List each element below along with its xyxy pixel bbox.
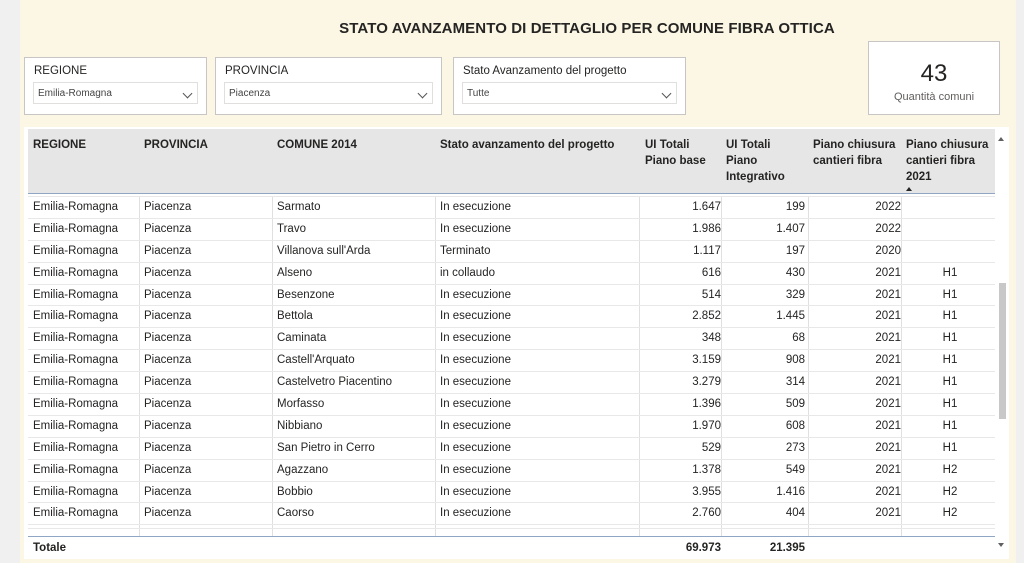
cell-provincia: Piacenza	[144, 507, 192, 520]
cell-comune: Castelvetro Piacentino	[277, 376, 393, 389]
cell-regione: Emilia-Romagna	[33, 201, 119, 213]
cell-ui-base: 348	[701, 332, 721, 345]
cell-provincia: Piacenza	[144, 398, 192, 411]
cell-ui-integrativo: 608	[785, 419, 805, 432]
cell-ui-base: 2.760	[692, 507, 721, 520]
cell-ui-integrativo: 314	[785, 376, 805, 389]
cell-piano: 2021	[875, 376, 901, 389]
cell-piano-2021	[905, 219, 995, 241]
detail-table	[24, 127, 1009, 559]
total-label: Totale	[33, 542, 67, 554]
window-frame-right	[1016, 0, 1024, 563]
cell-ui-base: 1.378	[692, 463, 721, 476]
table-row[interactable]	[28, 197, 995, 219]
cell-provincia: Piacenza	[144, 288, 192, 301]
cell-comune: Bettola	[277, 310, 313, 323]
cell-provincia: Piacenza	[144, 222, 192, 235]
cell-comune: San Pietro in Cerro	[277, 441, 375, 454]
cell-piano: 2021	[875, 266, 901, 279]
cell-stato: In esecuzione	[440, 398, 511, 411]
cell-ui-integrativo: 273	[785, 441, 805, 454]
cell-ui-integrativo: 329	[785, 288, 805, 301]
table-row[interactable]	[28, 241, 995, 263]
stato-slicer	[453, 57, 686, 115]
cell-regione: Emilia-Romagna	[33, 332, 119, 345]
regione-dropdown-value: Emilia-Romagna	[38, 88, 112, 99]
cell-ui-integrativo: 1.445	[776, 310, 805, 323]
cell-regione: Emilia-Romagna	[33, 398, 119, 411]
cell-regione: Emilia-Romagna	[33, 244, 119, 257]
cell-comune: Villanova sull'Arda	[277, 244, 371, 257]
total-ui-base: 69.973	[685, 542, 721, 554]
cell-ui-integrativo: 68	[792, 332, 805, 345]
cell-stato: In esecuzione	[440, 376, 511, 389]
cell-comune: Besenzone	[277, 288, 335, 301]
cell-regione: Emilia-Romagna	[33, 222, 119, 235]
cell-piano: 2021	[875, 310, 901, 323]
cell-piano-2021: H1	[942, 441, 958, 454]
cell-regione: Emilia-Romagna	[33, 288, 119, 301]
cell-piano: 2020	[875, 244, 901, 257]
table-row[interactable]	[28, 482, 995, 504]
cell-comune: Sarmato	[277, 201, 321, 213]
cell-piano: 2021	[875, 398, 901, 411]
table-row[interactable]	[28, 503, 995, 525]
table-row[interactable]	[28, 460, 995, 482]
cell-regione: Emilia-Romagna	[33, 376, 119, 389]
cell-comune: Caorso	[277, 507, 315, 520]
cell-ui-integrativo: 549	[785, 463, 805, 476]
regione-dropdown[interactable]	[33, 82, 198, 104]
cell-regione: Emilia-Romagna	[33, 354, 119, 367]
cell-regione: Emilia-Romagna	[33, 419, 119, 432]
cell-comune: Caminata	[277, 332, 327, 345]
cell-stato: In esecuzione	[440, 463, 511, 476]
cell-regione: Emilia-Romagna	[33, 310, 119, 323]
cell-ui-base: 2.852	[692, 310, 721, 323]
scroll-down-icon[interactable]	[998, 543, 1004, 547]
cell-provincia: Piacenza	[144, 441, 192, 454]
cell-comune: Bobbio	[277, 485, 313, 498]
stato-slicer-label: Stato Avanzamento del progetto	[463, 65, 627, 77]
cell-regione: Emilia-Romagna	[33, 266, 119, 279]
cell-ui-integrativo: 404	[785, 507, 805, 520]
cell-comune: Nibbiano	[277, 419, 323, 432]
table-row[interactable]	[28, 306, 995, 328]
table-row[interactable]	[28, 263, 995, 285]
cell-ui-base: 1.986	[692, 222, 721, 235]
table-row[interactable]	[28, 372, 995, 394]
cell-ui-base: 1.970	[692, 419, 721, 432]
cell-stato: In esecuzione	[440, 419, 511, 432]
cell-ui-integrativo: 509	[785, 398, 805, 411]
table-row[interactable]	[28, 394, 995, 416]
regione-slicer-label: REGIONE	[34, 65, 88, 77]
cell-comune: Agazzano	[277, 463, 329, 476]
cell-piano: 2022	[875, 201, 901, 213]
cell-piano: 2021	[875, 288, 901, 301]
cell-stato: In esecuzione	[440, 354, 511, 367]
cell-provincia: Piacenza	[144, 310, 192, 323]
provincia-slicer	[215, 57, 442, 115]
cell-piano: 2021	[875, 354, 901, 367]
cell-piano: 2021	[875, 332, 901, 345]
header-piano-2021[interactable]	[906, 137, 994, 191]
cell-stato: In esecuzione	[440, 288, 511, 301]
cell-piano-2021: H1	[942, 398, 958, 411]
chevron-down-icon	[418, 89, 428, 99]
cell-piano-2021	[905, 241, 995, 263]
cell-ui-integrativo: 199	[785, 201, 805, 213]
cell-piano: 2022	[875, 222, 901, 235]
cell-piano-2021: H2	[942, 507, 958, 520]
partial-row-top	[28, 190, 995, 197]
report-title: STATO AVANZAMENTO DI DETTAGLIO PER COMUNE FIBRA OTTICA	[339, 20, 835, 37]
cell-regione: Emilia-Romagna	[33, 441, 119, 454]
header-provincia[interactable]: PROVINCIA	[144, 139, 208, 151]
cell-piano-2021	[905, 197, 995, 219]
cell-provincia: Piacenza	[144, 376, 192, 389]
cell-piano-2021: H1	[942, 266, 958, 279]
quantita-comuni-card	[868, 41, 1000, 115]
cell-comune: Travo	[277, 222, 306, 235]
table-row[interactable]	[28, 328, 995, 350]
cell-stato: In esecuzione	[440, 485, 511, 498]
cell-stato: In esecuzione	[440, 310, 511, 323]
cell-provincia: Piacenza	[144, 463, 192, 476]
stato-dropdown[interactable]	[462, 82, 677, 104]
cell-provincia: Piacenza	[144, 201, 192, 213]
stato-dropdown-value: Tutte	[467, 88, 490, 99]
cell-piano-2021: H2	[942, 485, 958, 498]
cell-piano-2021: H1	[942, 419, 958, 432]
table-row[interactable]	[28, 438, 995, 460]
cell-piano: 2021	[875, 463, 901, 476]
cell-piano: 2021	[875, 507, 901, 520]
cell-ui-base: 1.647	[692, 201, 721, 213]
total-ui-integrativo: 21.395	[769, 542, 805, 554]
cell-ui-base: 1.396	[692, 398, 721, 411]
provincia-dropdown-value: Piacenza	[229, 88, 271, 99]
cell-piano-2021: H1	[942, 310, 958, 323]
cell-provincia: Piacenza	[144, 485, 192, 498]
cell-stato: In esecuzione	[440, 201, 511, 213]
cell-stato: In esecuzione	[440, 441, 511, 454]
cell-piano-2021: H1	[942, 332, 958, 345]
table-row[interactable]	[28, 416, 995, 438]
provincia-dropdown[interactable]	[224, 82, 433, 104]
header-stato[interactable]: Stato avanzamento del progetto	[440, 139, 615, 151]
cell-comune: Morfasso	[277, 398, 325, 411]
cell-stato: Terminato	[440, 244, 491, 257]
cell-ui-base: 3.159	[692, 354, 721, 367]
cell-comune: Alseno	[277, 266, 313, 279]
cell-provincia: Piacenza	[144, 244, 192, 257]
header-comune[interactable]: COMUNE 2014	[277, 139, 357, 151]
cell-piano-2021: H1	[942, 354, 958, 367]
regione-slicer	[24, 57, 207, 115]
cell-stato: In esecuzione	[440, 222, 511, 235]
cell-provincia: Piacenza	[144, 266, 192, 279]
cell-ui-integrativo: 1.407	[776, 222, 805, 235]
cell-regione: Emilia-Romagna	[33, 485, 119, 498]
cell-ui-base: 529	[701, 441, 721, 454]
cell-provincia: Piacenza	[144, 332, 192, 345]
cell-ui-base: 616	[701, 266, 721, 279]
cell-piano: 2021	[875, 441, 901, 454]
table-row[interactable]	[28, 285, 995, 307]
cell-regione: Emilia-Romagna	[33, 507, 119, 520]
scroll-thumb[interactable]	[999, 283, 1006, 419]
cell-ui-base: 3.279	[692, 376, 721, 389]
table-row[interactable]	[28, 219, 995, 241]
table-header	[28, 129, 995, 194]
cell-ui-base: 3.955	[692, 485, 721, 498]
card-caption: Quantità comuni	[893, 91, 975, 103]
scroll-up-icon[interactable]	[998, 137, 1004, 141]
header-piano-2021-label: Piano chiusura cantieri fibra 2021	[906, 139, 989, 183]
cell-piano: 2021	[875, 419, 901, 432]
window-frame-left	[0, 0, 20, 563]
provincia-slicer-label: PROVINCIA	[225, 65, 289, 77]
table-body	[28, 197, 995, 525]
cell-stato: In esecuzione	[440, 507, 511, 520]
cell-ui-integrativo: 197	[785, 244, 805, 257]
cell-provincia: Piacenza	[144, 419, 192, 432]
cell-piano-2021: H1	[942, 288, 958, 301]
cell-ui-integrativo: 1.416	[776, 485, 805, 498]
header-ui-base[interactable]: UI Totali Piano base	[645, 139, 706, 167]
cell-provincia: Piacenza	[144, 354, 192, 367]
cell-stato: in collaudo	[440, 266, 495, 279]
cell-piano-2021: H2	[942, 463, 958, 476]
cell-ui-integrativo: 908	[785, 354, 805, 367]
header-ui-integrativo[interactable]: UI Totali Piano Integrativo	[726, 139, 785, 183]
cell-piano-2021: H1	[942, 376, 958, 389]
chevron-down-icon	[183, 89, 193, 99]
table-row[interactable]	[28, 350, 995, 372]
cell-ui-integrativo: 430	[785, 266, 805, 279]
total-row	[28, 536, 995, 559]
partial-row-bottom	[28, 528, 995, 535]
cell-piano: 2021	[875, 485, 901, 498]
header-regione[interactable]: REGIONE	[33, 139, 87, 151]
cell-ui-base: 514	[701, 288, 721, 301]
cell-stato: In esecuzione	[440, 332, 511, 345]
cell-ui-base: 1.117	[693, 244, 721, 257]
cell-comune: Castell'Arquato	[277, 354, 355, 367]
header-piano-chiusura[interactable]: Piano chiusura cantieri fibra	[813, 139, 896, 167]
cell-regione: Emilia-Romagna	[33, 463, 119, 476]
chevron-down-icon	[662, 89, 672, 99]
table-scrollbar[interactable]	[997, 131, 1007, 551]
card-value: 43	[920, 60, 948, 87]
